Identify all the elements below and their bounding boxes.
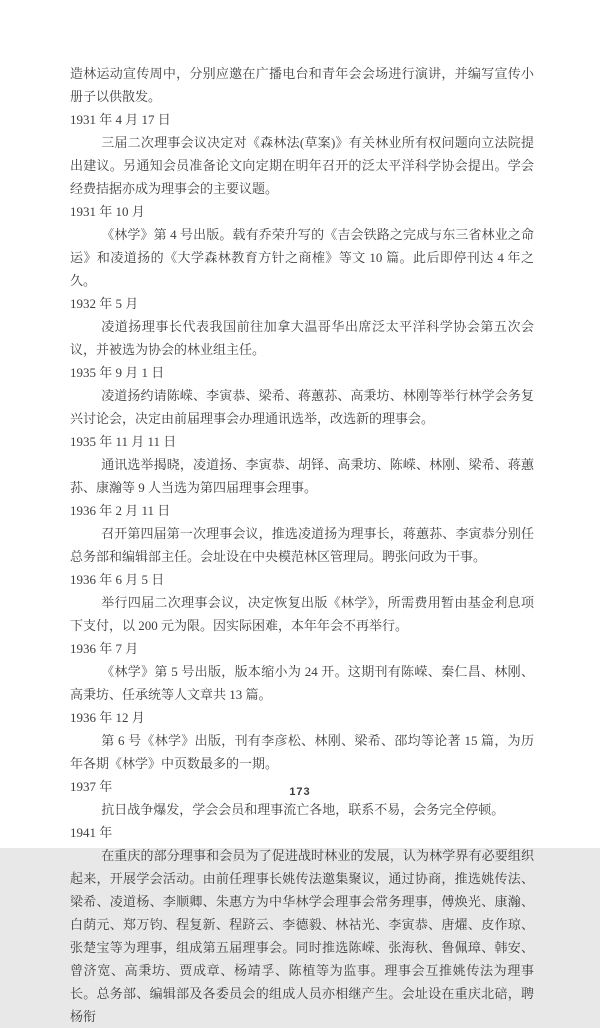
date-heading: 1935 年 9 月 1 日: [70, 365, 165, 380]
body-paragraph: 造林运动宣传周中，分别应邀在广播电台和青年会会场进行演讲，并编写宣传小册子以供散发。: [70, 66, 534, 104]
body-paragraph: 凌道扬约请陈嵘、李寅恭、梁希、蒋蕙荪、高秉坊、林刚等举行林学会务复兴讨论会，决定由前届理事会办理通讯选举，改选新的理事会。: [70, 388, 534, 426]
body-paragraph: 《林学》第 5 号出版，版本缩小为 24 开。这期刊有陈嵘、秦仁昌、林刚、高秉坊、任承统等人文章共 13 篇。: [70, 664, 534, 702]
body-paragraph: 凌道扬理事长代表我国前往加拿大温哥华出席泛太平洋科学协会第五次会议，并被选为协会的林业组主任。: [70, 319, 534, 357]
body-paragraph: 《林学》第 4 号出版。载有乔荣升写的《吉会铁路之完成与东三省林业之命运》和凌道扬的《大学森林教育方针之商榷》等文 10 篇。此后即停刊达 4 年之久。: [70, 227, 534, 288]
body-paragraph: 抗日战争爆发，学会会员和理事流亡各地，联系不易，会务完全停顿。: [101, 802, 505, 817]
body-paragraph: 第 6 号《林学》出版，刊有李彦松、林刚、梁希、邵均等论著 15 篇，为历年各期《林学》中页数最多的一期。: [70, 733, 534, 771]
date-heading: 1932 年 5 月: [70, 296, 139, 311]
page-number: 173: [289, 786, 311, 798]
date-heading: 1936 年 12 月: [70, 710, 145, 725]
date-heading: 1941 年: [70, 825, 113, 840]
date-heading: 1937 年: [70, 779, 113, 794]
date-heading: 1931 年 10 月: [70, 204, 145, 219]
date-heading: 1936 年 6 月 5 日: [70, 572, 165, 587]
body-paragraph: 召开第四届第一次理事会议，推选凌道扬为理事长，蒋蕙荪、李寅恭分别任总务部和编辑部主任。会址设在中央模范林区管理局。聘张问政为干事。: [70, 526, 534, 564]
date-heading: 1936 年 2 月 11 日: [70, 503, 171, 518]
date-heading: 1935 年 11 月 11 日: [70, 434, 177, 449]
date-heading: 1931 年 4 月 17 日: [70, 112, 171, 127]
text-body: [70, 62, 534, 1028]
body-paragraph: 通讯选举揭晓，凌道扬、李寅恭、胡铎、高秉坊、陈嵘、林刚、梁希、蒋蕙荪、康瀚等 9 人当选为第四届理事会理事。: [70, 457, 534, 495]
date-heading: 1936 年 7 月: [70, 641, 139, 656]
body-paragraph: 在重庆的部分理事和会员为了促进战时林业的发展，认为林学界有必要组织起来，开展学会活动。由前任理事长姚传法邀集聚议，通过协商，推选姚传法、梁希、凌道杨、李顺卿、朱惠方为中华林学会理事会常务理事，傅焕光、康瀚、白荫元、郑万钧、程复新、程跻云、李德毅、林祜光、李寅恭、唐燿、皮作琼、张楚宝等为理事，组成第五届理事会。同时推选陈嵘、张海秋、鲁佩璋、韩安、曾济宽、高秉坊、贾成章、杨靖孚、陈植等为监事。理事会互推姚传法为理事长。总务部、编辑部及各委员会的组成人员亦相继产生。会址设在重庆北碚，聘杨衔: [70, 848, 534, 1024]
body-paragraph: 三届二次理事会议决定对《森林法(草案)》有关林业所有权问题向立法院提出建议。另通知会员准备论文向定期在明年召开的泛太平洋科学协会提出。学会经费拮据亦成为理事会的主要议题。: [70, 135, 534, 196]
body-paragraph: 举行四届二次理事会议，决定恢复出版《林学》，所需费用暂由基金利息项下支付，以 200 元为限。因实际困难，本年年会不再举行。: [70, 595, 534, 633]
